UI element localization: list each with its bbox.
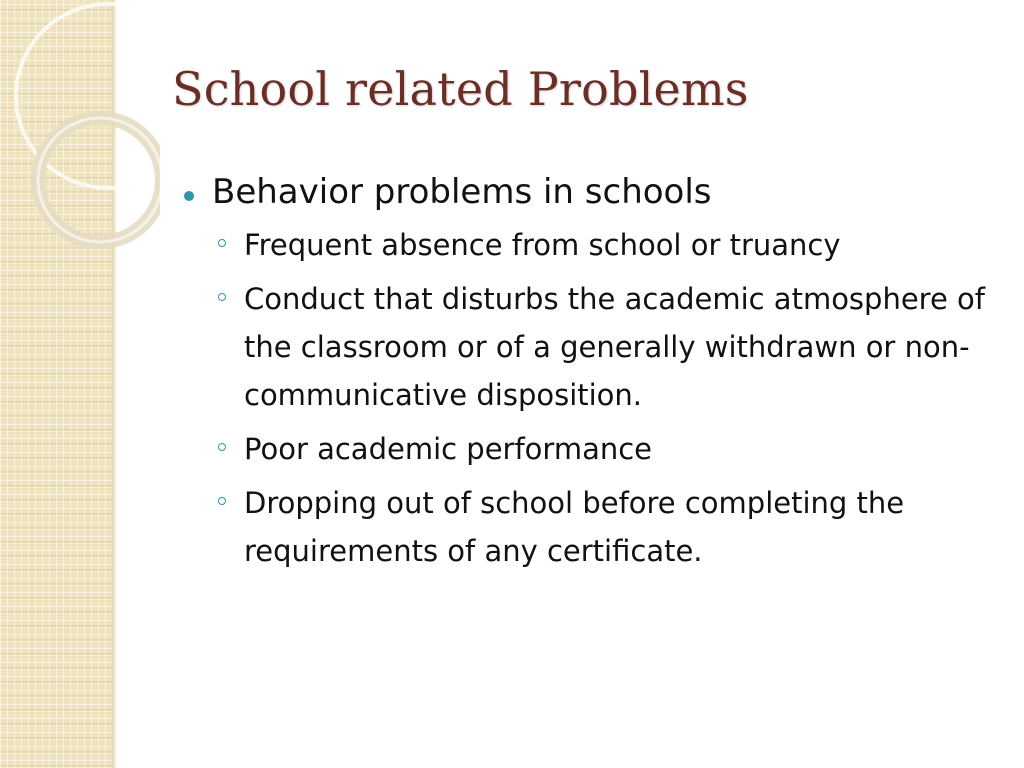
sub-bullet-item (182, 275, 1002, 419)
decorative-rings (0, 0, 160, 260)
sub-bullet-text: Frequent absence from school or truancy (244, 228, 841, 263)
bullet-list (182, 172, 1002, 581)
sub-bullet-ring-icon (218, 293, 226, 301)
sub-bullet-text: Poor academic performance (244, 432, 653, 467)
sub-bullet-item (182, 221, 1002, 269)
sub-bullet-text: Dropping out of school before completing the requirements of any certificate. (244, 486, 905, 569)
sub-bullet-item (182, 425, 1002, 473)
sub-bullet-ring-icon (218, 239, 226, 247)
bullet-dot-icon (184, 191, 194, 201)
sub-bullet-item (182, 479, 1002, 575)
sub-bullet-text: Conduct that disturbs the academic atmosphere of the classroom or of a generally withdrawn or non-communicative disposition. (244, 282, 985, 413)
bullet-text: Behavior problems in schools (212, 172, 712, 212)
slide-title: School related Problems (172, 62, 749, 116)
sub-bullet-ring-icon (218, 497, 226, 505)
sub-bullet-ring-icon (218, 443, 226, 451)
bullet-item (182, 172, 1002, 213)
